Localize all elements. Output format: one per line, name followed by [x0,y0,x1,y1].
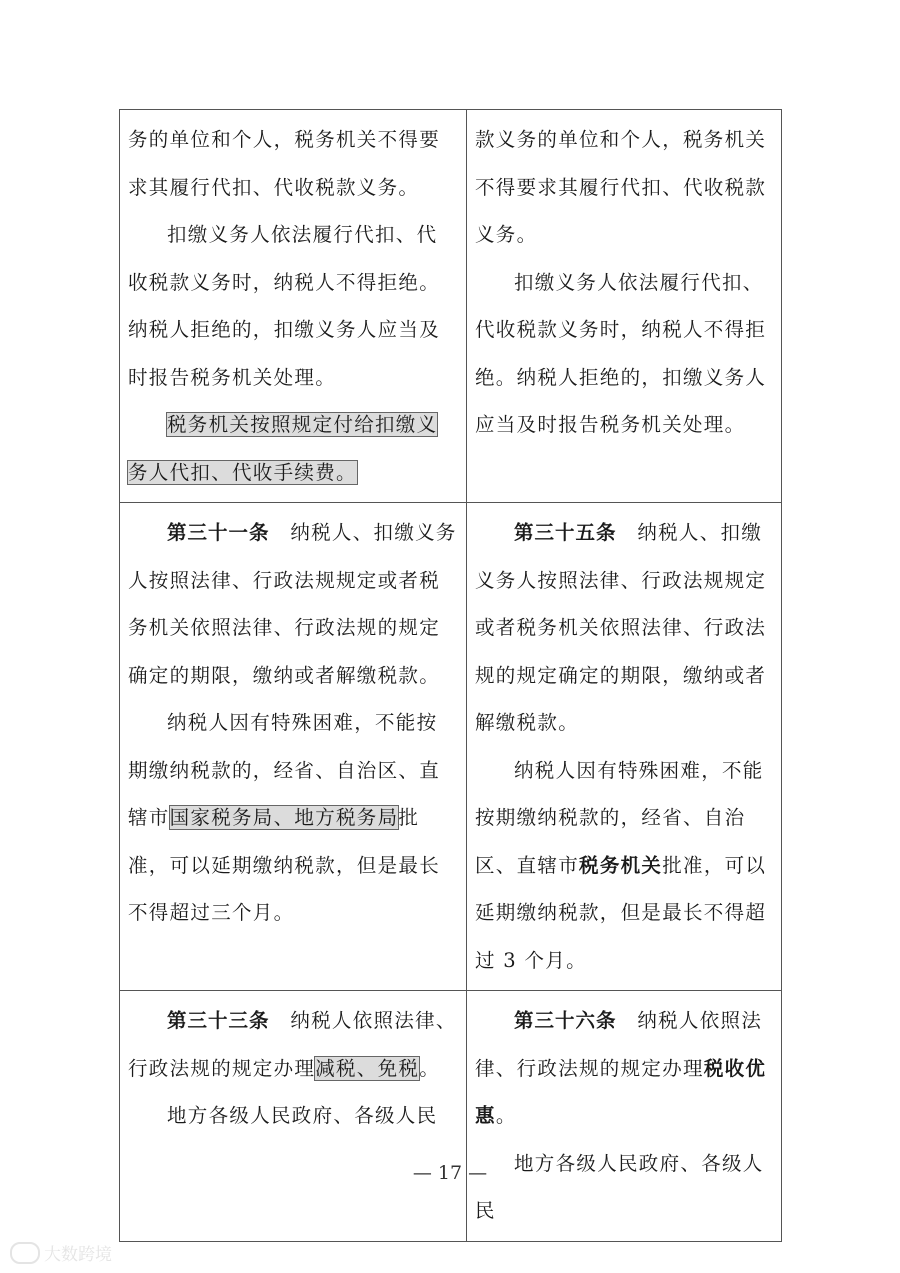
text-segment: 地方各级人民政府、各级人民 [167,1104,438,1127]
paragraph [128,401,458,496]
paragraph [475,259,773,449]
watermark-text: 大数跨境 [44,1245,112,1265]
paragraph [475,1140,773,1235]
article-number: 第三十五条 [514,521,617,544]
table-row [120,991,782,1242]
amended-text: 税务机关 [579,853,663,877]
paragraph [128,1092,458,1140]
text-segment: 地方各级人民政府、各级人民 [475,1151,764,1222]
highlighted-text: 减税、免税 [315,1056,420,1080]
left-cell [120,110,467,503]
text-segment: 纳税人因有特殊困难，不能按期缴纳税款的，经省、自治区、直辖市 [475,758,764,877]
text-segment: 务的单位和个人，税务机关不得要求其履行代扣、代收税款义务。 [128,128,441,199]
text-segment: 。 [419,1056,441,1080]
text-segment: 款义务的单位和个人，税务机关不得要求其履行代扣、代收税款义务。 [475,128,767,246]
comparison-table [119,109,782,1242]
text-segment: 扣缴义务人依法履行代扣、代收税款义务时，纳税人不得拒绝。纳税人拒绝的，扣缴义务人应当及时报告税务机关处理。 [128,223,441,389]
highlighted-text: 税务机关按照规定付给扣缴义务人代扣、代收手续费。 [128,413,438,484]
watermark-logo-icon [10,1242,40,1264]
left-cell [120,991,467,1242]
text-segment: 扣缴义务人依法履行代扣、代收税款义务时，纳税人不得拒绝。纳税人拒绝的，扣缴义务人应当及时报告税务机关处理。 [475,270,767,436]
watermark [10,1240,112,1265]
right-cell [467,110,782,503]
text-segment: 纳税人、扣缴义务人按照法律、行政法规规定或者税务机关依照法律、行政法规的规定确定的期限，缴纳或者解缴税款。 [475,521,767,734]
article-number: 第三十六条 [514,1009,617,1032]
right-cell [467,991,782,1242]
paragraph [475,747,773,985]
article-number: 第三十三条 [167,1009,270,1032]
page-number: — 17 — [412,1162,488,1184]
paragraph [128,509,458,699]
paragraph [128,699,458,937]
right-cell [467,503,782,991]
amended-text: 税收优惠 [475,1056,767,1127]
left-cell [120,503,467,991]
text-segment: 纳税人依照法律、行政法规的规定办理 [475,1009,763,1080]
paragraph [128,997,458,1092]
paragraph [128,211,458,401]
paragraph [475,997,773,1140]
text-segment: 纳税人依照法律、行政法规的规定办理 [128,1009,457,1080]
paragraph [475,116,773,259]
text-segment: 。 [495,1104,517,1127]
text-segment: 批准，可以延期缴纳税款，但是最长不得超过 3 个月。 [475,853,767,972]
table-row [120,110,782,503]
text-segment: 纳税人、扣缴义务人按照法律、行政法规规定或者税务机关依照法律、行政法规的规定确定的期限，缴纳或者解缴税款。 [128,521,457,687]
text-segment: 纳税人因有特殊困难，不能按期缴纳税款的，经省、自治区、直辖市 [128,711,441,829]
text-segment: 批准，可以延期缴纳税款，但是最长不得超过三个月。 [128,806,441,924]
highlighted-text: 国家税务局、地方税务局 [169,806,399,829]
article-number: 第三十一条 [167,521,270,544]
table-row [120,503,782,991]
paragraph [475,509,773,747]
paragraph [128,116,458,211]
